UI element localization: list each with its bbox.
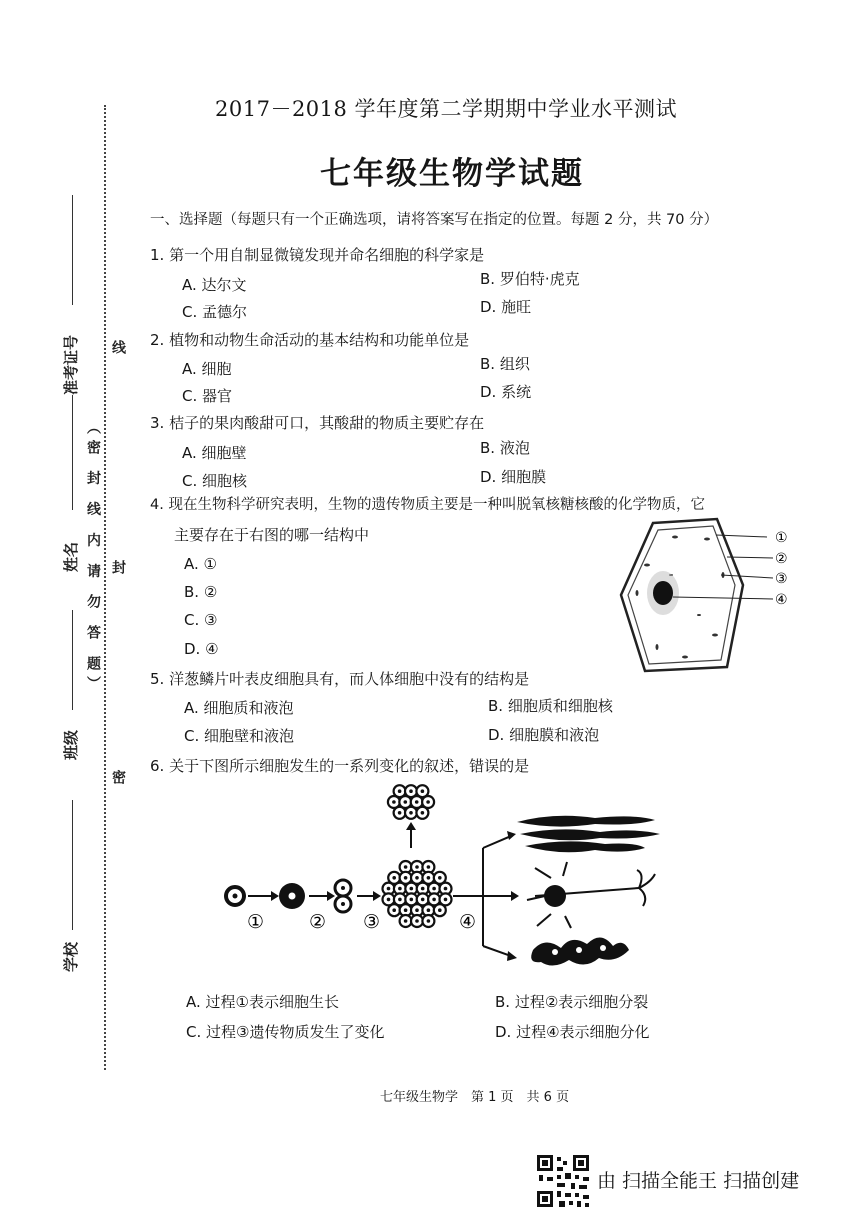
question-4-option-a: A. ① <box>184 555 217 573</box>
nucleus-shape <box>653 581 673 605</box>
question-5-option-d: D. 细胞膜和液泡 <box>488 726 600 744</box>
process-label-3: ③ <box>363 911 381 933</box>
question-1-option-a: A. 达尔文 <box>182 276 247 294</box>
cell-membrane-shape <box>628 526 735 664</box>
question-4-option-c: C. ③ <box>184 611 218 629</box>
process-label-1: ① <box>247 911 265 933</box>
question-2-stem: 2. 植物和动物生命活动的基本结构和功能单位是 <box>150 331 470 349</box>
exam-no-label: 准考证号 <box>62 334 80 395</box>
qr-code-icon <box>535 1153 591 1209</box>
question-4-stem-cont: 主要存在于右图的哪一结构中 <box>174 526 370 544</box>
scanner-watermark: 由 扫描全能王 扫描创建 <box>597 1170 800 1192</box>
mi-char: 密 <box>110 770 126 785</box>
question-6-option-c: C. 过程③遗传物质发生了变化 <box>186 1023 385 1041</box>
name-blank <box>72 395 73 510</box>
cell-label-1: ① <box>775 530 788 546</box>
cell-label-4: ④ <box>775 592 788 608</box>
question-2-option-d: D. 系统 <box>480 383 532 401</box>
question-3-option-d: D. 细胞膜 <box>480 468 547 486</box>
exam-title: 2017－2018 学年度第二学期期中学业水平测试 <box>215 97 678 121</box>
divided-cells-icon <box>335 880 351 912</box>
line-char: 线 <box>110 340 126 355</box>
question-6-option-d: D. 过程④表示细胞分化 <box>495 1023 650 1041</box>
question-5-option-a: A. 细胞质和液泡 <box>184 699 294 717</box>
question-3-stem: 3. 桔子的果肉酸甜可口，其酸甜的物质主要贮存在 <box>150 414 485 432</box>
question-5-option-c: C. 细胞壁和液泡 <box>184 727 295 745</box>
cell-cluster-icon <box>383 861 452 927</box>
subject-title: 七年级生物学试题 <box>320 156 584 192</box>
question-3-option-c: C. 细胞核 <box>182 472 248 490</box>
school-label: 学校 <box>62 941 80 972</box>
class-blank <box>72 610 73 710</box>
cell-label-2: ② <box>775 551 788 567</box>
cell-process-figure <box>215 778 675 978</box>
cell-label-3: ③ <box>775 571 788 587</box>
school-blank <box>72 800 73 930</box>
label-leader-lines <box>673 535 773 599</box>
question-3-option-b: B. 液泡 <box>480 439 530 457</box>
process-label-4: ④ <box>459 911 477 933</box>
plant-cell-figure <box>615 515 805 675</box>
question-5-option-b: B. 细胞质和细胞核 <box>488 697 613 715</box>
class-label: 班级 <box>62 729 80 760</box>
question-2-option-a: A. 细胞 <box>182 360 232 378</box>
page-footer: 七年级生物学 第 1 页 共 6 页 <box>380 1090 570 1105</box>
question-6-option-b: B. 过程②表示细胞分裂 <box>495 993 649 1011</box>
question-2-option-b: B. 组织 <box>480 355 530 373</box>
question-6-stem: 6. 关于下图所示细胞发生的一系列变化的叙述，错误的是 <box>150 757 530 775</box>
question-3-option-a: A. 细胞壁 <box>182 444 247 462</box>
cell-wall-shape <box>621 519 743 671</box>
seal-notice: （密 封 线 内 请 勿 答 题） <box>85 420 101 697</box>
question-1-option-b: B. 罗伯特·虎克 <box>480 270 580 288</box>
process-label-2: ② <box>309 911 327 933</box>
question-1-stem: 1. 第一个用自制显微镜发现并命名细胞的科学家是 <box>150 246 485 264</box>
question-2-option-c: C. 器官 <box>182 387 233 405</box>
binding-dotted-line <box>104 105 106 1070</box>
question-4-option-b: B. ② <box>184 583 218 601</box>
question-1-option-d: D. 施旺 <box>480 298 532 316</box>
name-label: 姓名 <box>62 541 80 572</box>
question-4-stem: 4. 现在生物科学研究表明，生物的遗传物质主要是一种叫脱氧核糖核酸的化学物质，它 <box>150 497 705 513</box>
question-4-option-d: D. ④ <box>184 640 219 658</box>
upper-cell-cluster-icon <box>388 785 434 819</box>
section-heading: 一、选择题（每题只有一个正确选项，请将答案写在指定的位置。每题 2 分，共 70 分） <box>150 212 719 228</box>
exam-no-blank <box>72 195 73 305</box>
question-5-stem: 5. 洋葱鳞片叶表皮细胞具有，而人体细胞中没有的结构是 <box>150 670 530 688</box>
question-1-option-c: C. 孟德尔 <box>182 303 248 321</box>
question-6-option-a: A. 过程①表示细胞生长 <box>186 993 339 1011</box>
muscle-tissue-icon <box>517 816 660 853</box>
seal-char: 封 <box>110 560 126 575</box>
